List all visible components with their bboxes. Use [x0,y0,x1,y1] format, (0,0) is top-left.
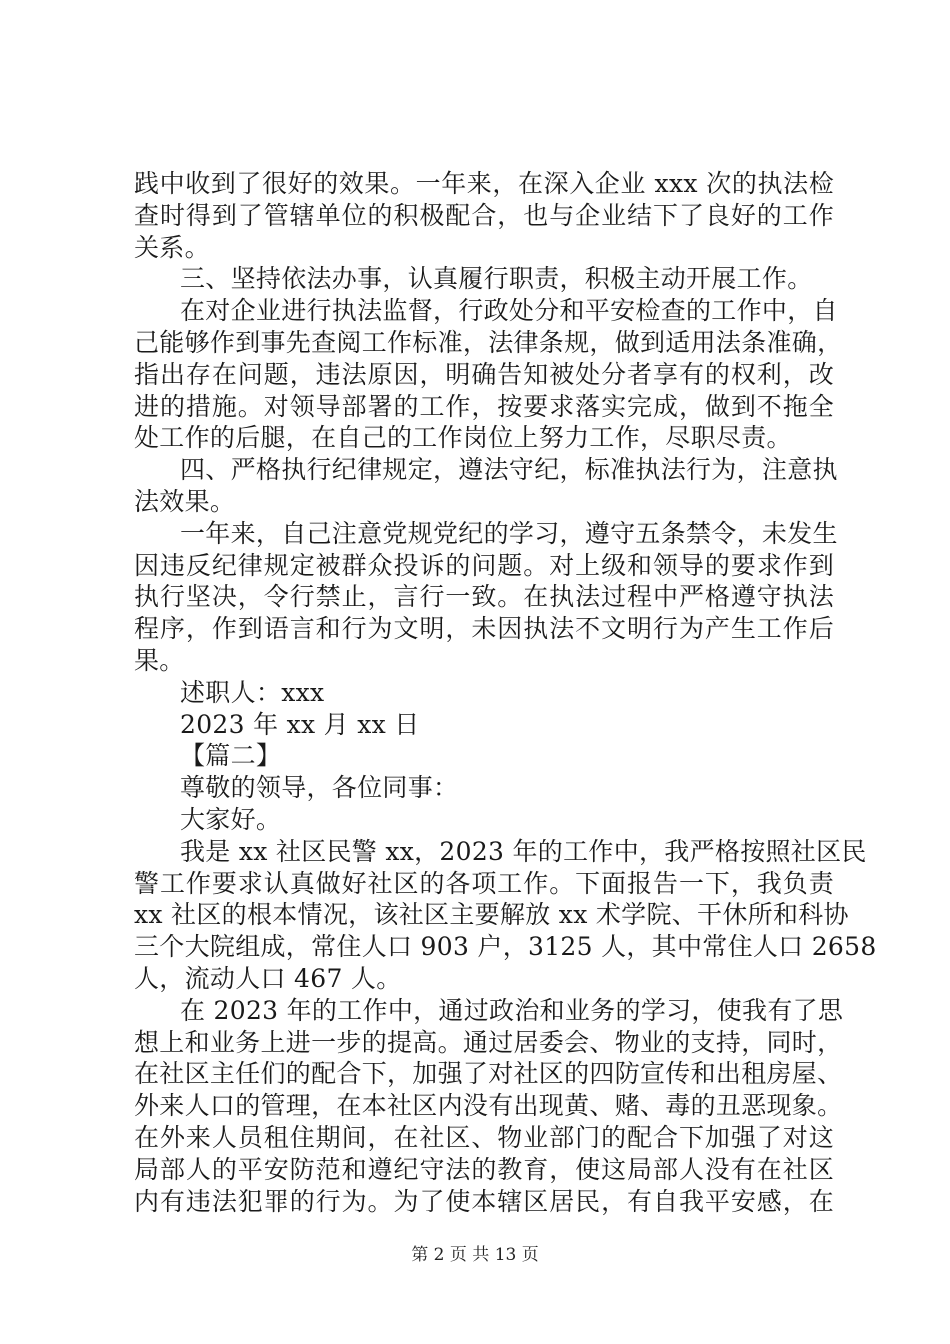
text-line: 果。 [134,645,185,675]
text-line: 三、坚持依法办事，认真履行职责，积极主动开展工作。 [180,264,813,294]
text-line: 执行坚决，令行禁止，言行一致。在执法过程中严格遵守执法 [134,582,834,612]
text-line: 四、严格执行纪律规定，遵法守纪，标准执法行为，注意执 [180,455,838,485]
text-line: 2023 年 xx 月 xx 日 [180,709,420,739]
page-number-footer: 第 2 页 共 13 页 [411,1245,539,1265]
text-line: 述职人：xxx [180,677,325,707]
text-line: 进的措施。对领导部署的工作，按要求落实完成，做到不拖全 [134,391,834,421]
text-line: 践中收到了很好的效果。一年来，在深入企业 xxx 次的执法检 [134,169,834,198]
text-line: 人，流动人口 467 人。 [134,963,402,993]
text-line: 在外来人员租住期间，在社区、物业部门的配合下加强了对这 [134,1122,834,1152]
text-line: 己能够作到事先查阅工作标准，法律条规，做到适用法条准确， [134,327,843,357]
text-line: 关系。 [134,232,210,262]
text-line: 在社区主任们的配合下，加强了对社区的四防宣传和出租房屋、 [134,1059,843,1089]
text-line: 三个大院组成，常住人口 903 户，3125 人，其中常住人口 2658 [134,932,877,962]
text-line: xx 社区的根本情况，该社区主要解放 xx 术学院、干休所和科协 [134,900,849,930]
text-line: 在 2023 年的工作中，通过政治和业务的学习，使我有了思 [180,995,844,1025]
text-line: 我是 xx 社区民警 xx，2023 年的工作中，我严格按照社区民 [180,836,867,866]
text-line: 程序，作到语言和行为文明，未因执法不文明行为产生工作后 [134,614,834,644]
text-line: 法效果。 [134,486,236,516]
text-line: 外来人口的管理，在本社区内没有出现黄、赌、毒的丑恶现象。 [134,1091,843,1121]
text-line: 大家好。 [180,804,282,834]
text-line: 一年来，自己注意党规党纪的学习，遵守五条禁令，未发生 [180,518,838,548]
text-line: 想上和业务上进一步的提高。通过居委会、物业的支持，同时， [134,1027,843,1057]
text-line: 在对企业进行执法监督，行政处分和平安检查的工作中，自 [180,296,838,326]
text-line: 局部人的平安防范和遵纪守法的教育，使这局部人没有在社区 [134,1154,834,1184]
text-line: 【篇二】 [180,741,282,771]
text-line: 因违反纪律规定被群众投诉的问题。对上级和领导的要求作到 [134,550,834,580]
text-line: 内有违法犯罪的行为。为了使本辖区居民，有自我平安感，在 [134,1186,834,1216]
document-body [134,168,877,1217]
text-line: 警工作要求认真做好社区的各项工作。下面报告一下，我负责 [134,868,834,898]
text-line: 指出存在问题，违法原因，明确告知被处分者享有的权利，改 [134,359,834,389]
text-line: 查时得到了管辖单位的积极配合，也与企业结下了良好的工作 [134,200,834,230]
text-line: 处工作的后腿，在自己的工作岗位上努力工作，尽职尽责。 [134,423,792,453]
text-line: 尊敬的领导，各位同事： [180,773,459,803]
